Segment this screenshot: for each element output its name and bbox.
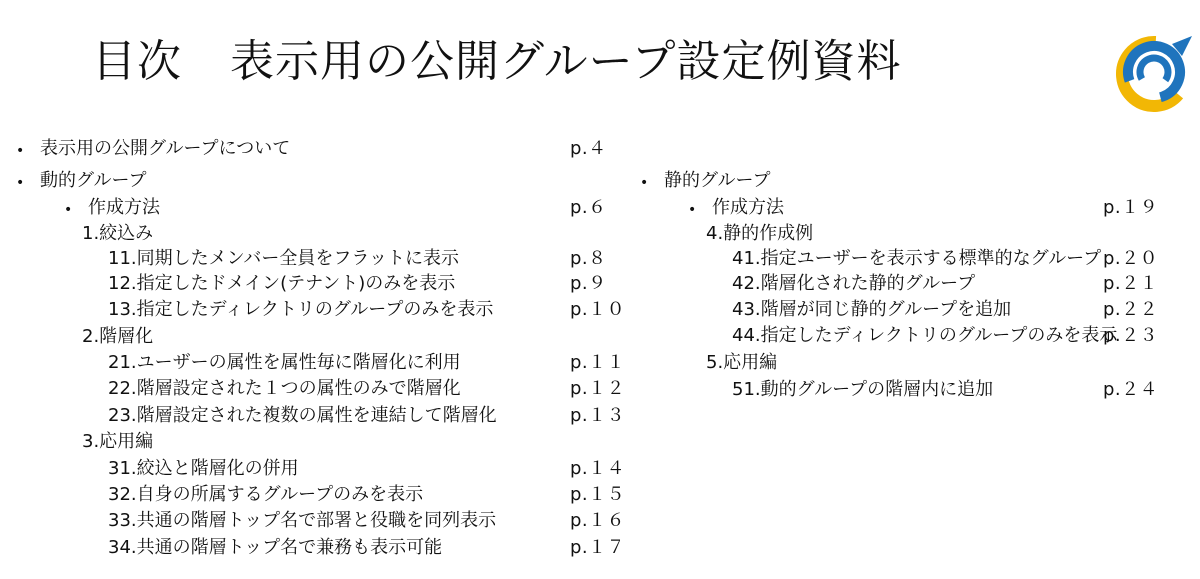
toc-section-2[interactable]: 2.階層化: [82, 326, 154, 347]
toc-page-51: p.２４: [1103, 379, 1159, 400]
toc-page-44: p.２３: [1103, 325, 1159, 346]
toc-page-32: p.１５: [570, 484, 626, 505]
toc-item-41[interactable]: 41.指定ユーザーを表示する標準的なグループ: [732, 248, 1102, 269]
toc-page-dynamic-create: p.６: [570, 197, 607, 218]
toc-item-22[interactable]: 22.階層設定された１つの属性のみで階層化: [108, 378, 461, 399]
toc-item-31[interactable]: 31.絞込と階層化の併用: [108, 458, 299, 479]
toc-section-3[interactable]: 3.応用編: [82, 431, 154, 452]
bullet-icon: •: [64, 202, 73, 218]
toc-page-34: p.１７: [570, 537, 626, 558]
toc-page-23: p.１３: [570, 405, 626, 426]
toc-page-41: p.２０: [1103, 248, 1159, 269]
toc-page-31: p.１４: [570, 458, 626, 479]
toc-item-about[interactable]: 表示用の公開グループについて: [40, 138, 291, 159]
toc-page-22: p.１２: [570, 378, 626, 399]
toc-item-dynamic-create[interactable]: 作成方法: [88, 197, 160, 218]
toc-section-5[interactable]: 5.応用編: [706, 352, 778, 373]
toc-page-static-create: p.１９: [1103, 197, 1159, 218]
toc-item-44[interactable]: 44.指定したディレクトリのグループのみを表示: [732, 325, 1118, 346]
toc-page-about: p.４: [570, 138, 607, 159]
toc-item-42[interactable]: 42.階層化された静的グループ: [732, 273, 976, 294]
page-title: [92, 34, 901, 90]
toc-item-11[interactable]: 11.同期したメンバー全員をフラットに表示: [108, 248, 460, 269]
toc-page-42: p.２１: [1103, 273, 1159, 294]
toc-item-static[interactable]: 静的グループ: [664, 170, 771, 191]
toc-item-33[interactable]: 33.共通の階層トップ名で部署と役職を同列表示: [108, 510, 497, 531]
bullet-icon: •: [16, 143, 25, 159]
brand-logo-icon: [1112, 26, 1196, 116]
toc-item-43[interactable]: 43.階層が同じ静的グループを追加: [732, 299, 1012, 320]
toc-item-13[interactable]: 13.指定したディレクトリのグループのみを表示: [108, 299, 494, 320]
bullet-icon: •: [640, 175, 649, 191]
toc-page-11: p.８: [570, 248, 607, 269]
toc-page-12: p.９: [570, 273, 607, 294]
title-main: 目次: [92, 36, 182, 87]
toc-page-33: p.１６: [570, 510, 626, 531]
toc-item-23[interactable]: 23.階層設定された複数の属性を連結して階層化: [108, 405, 497, 426]
toc-item-51[interactable]: 51.動的グループの階層内に追加: [732, 379, 994, 400]
toc-page-21: p.１１: [570, 352, 626, 373]
toc-section-4[interactable]: 4.静的作成例: [706, 223, 814, 244]
toc-item-12[interactable]: 12.指定したドメイン(テナント)のみを表示: [108, 273, 456, 294]
toc-section-1[interactable]: 1.絞込み: [82, 223, 154, 244]
toc-page-13: p.１０: [570, 299, 626, 320]
title-sub: 表示用の公開グループ設定例資料: [230, 36, 902, 87]
toc-item-32[interactable]: 32.自身の所属するグループのみを表示: [108, 484, 424, 505]
toc-page-43: p.２２: [1103, 299, 1159, 320]
toc-item-34[interactable]: 34.共通の階層トップ名で兼務も表示可能: [108, 537, 443, 558]
toc-item-21[interactable]: 21.ユーザーの属性を属性毎に階層化に利用: [108, 352, 461, 373]
toc-item-static-create[interactable]: 作成方法: [712, 197, 784, 218]
bullet-icon: •: [16, 175, 25, 191]
toc-item-dynamic[interactable]: 動的グループ: [40, 170, 147, 191]
bullet-icon: •: [688, 202, 697, 218]
